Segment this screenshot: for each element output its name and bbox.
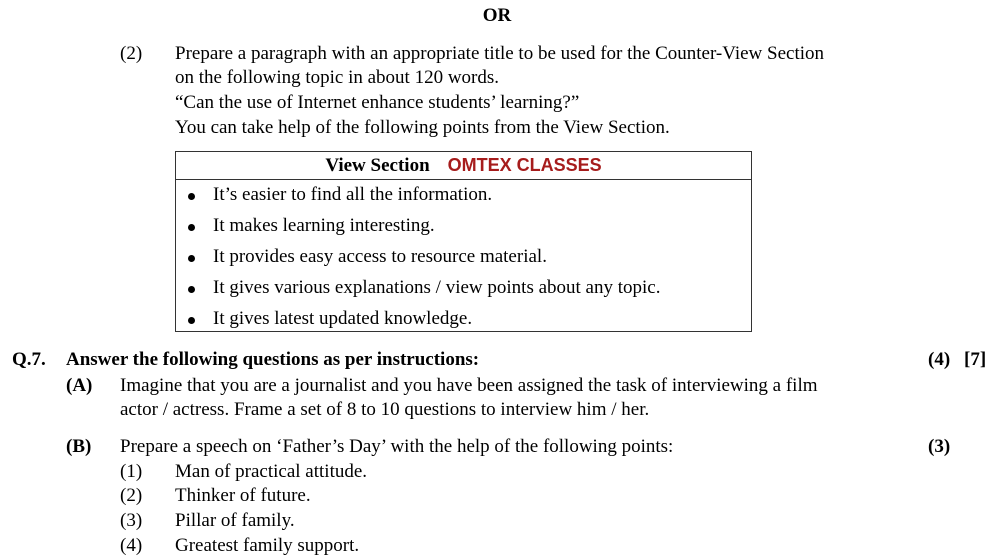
view-point-text: It gives latest updated knowledge. bbox=[213, 308, 473, 329]
bullet-icon bbox=[188, 317, 195, 324]
q7b-label: (B) bbox=[66, 436, 92, 457]
omtex-classes-watermark: OMTEX CLASSES bbox=[447, 155, 602, 175]
q7b-marks: (3) bbox=[928, 436, 951, 457]
bullet-icon bbox=[188, 286, 195, 293]
bullet-icon bbox=[188, 255, 195, 262]
q7b-point-3-text: Pillar of family. bbox=[175, 510, 295, 531]
view-point-text: It provides easy access to resource material. bbox=[213, 246, 547, 267]
q7b-point-4-text: Greatest family support. bbox=[175, 535, 360, 556]
q7b-point-2-num: (2) bbox=[120, 485, 143, 506]
q2-line-2: on the following topic in about 120 words. bbox=[175, 67, 500, 88]
q2-number: (2) bbox=[120, 43, 143, 64]
q7b-point-4-num: (4) bbox=[120, 535, 143, 556]
view-section-title: View Section bbox=[325, 155, 430, 176]
view-point-2 bbox=[176, 211, 751, 242]
q7a-line-2: actor / actress. Frame a set of 8 to 10 questions to interview him / her. bbox=[120, 399, 650, 420]
q7-total: [7] bbox=[964, 349, 987, 370]
q7b-point-2-text: Thinker of future. bbox=[175, 485, 311, 506]
q2-line-1: Prepare a paragraph with an appropriate title to be used for the Counter-View Section bbox=[175, 43, 824, 64]
q2-line-4: You can take help of the following points from the View Section. bbox=[175, 117, 670, 138]
q7b-point-1-num: (1) bbox=[120, 461, 143, 482]
view-point-5 bbox=[176, 304, 751, 335]
view-section-box bbox=[175, 151, 752, 332]
bullet-icon bbox=[188, 193, 195, 200]
q7a-label: (A) bbox=[66, 375, 93, 396]
q7-number: Q.7. bbox=[12, 349, 46, 370]
q7-title: Answer the following questions as per instructions: bbox=[66, 349, 480, 370]
view-point-1 bbox=[176, 180, 751, 211]
q7-marks: (4) bbox=[928, 349, 951, 370]
q7b-point-1-text: Man of practical attitude. bbox=[175, 461, 368, 482]
q7b-text: Prepare a speech on ‘Father’s Day’ with the help of the following points: bbox=[120, 436, 674, 457]
view-section-header bbox=[176, 152, 751, 180]
q2-line-3: “Can the use of Internet enhance students’ learning?” bbox=[175, 92, 580, 113]
view-point-4 bbox=[176, 273, 751, 304]
or-heading: OR bbox=[482, 5, 512, 26]
q7a-line-1: Imagine that you are a journalist and you have been assigned the task of interviewing a film bbox=[120, 375, 818, 396]
view-point-text: It gives various explanations / view points about any topic. bbox=[213, 277, 661, 298]
q7b-point-3-num: (3) bbox=[120, 510, 143, 531]
view-point-text: It makes learning interesting. bbox=[213, 215, 435, 236]
view-section-points bbox=[176, 180, 751, 335]
view-point-3 bbox=[176, 242, 751, 273]
bullet-icon bbox=[188, 224, 195, 231]
view-point-text: It’s easier to find all the information. bbox=[213, 184, 493, 205]
